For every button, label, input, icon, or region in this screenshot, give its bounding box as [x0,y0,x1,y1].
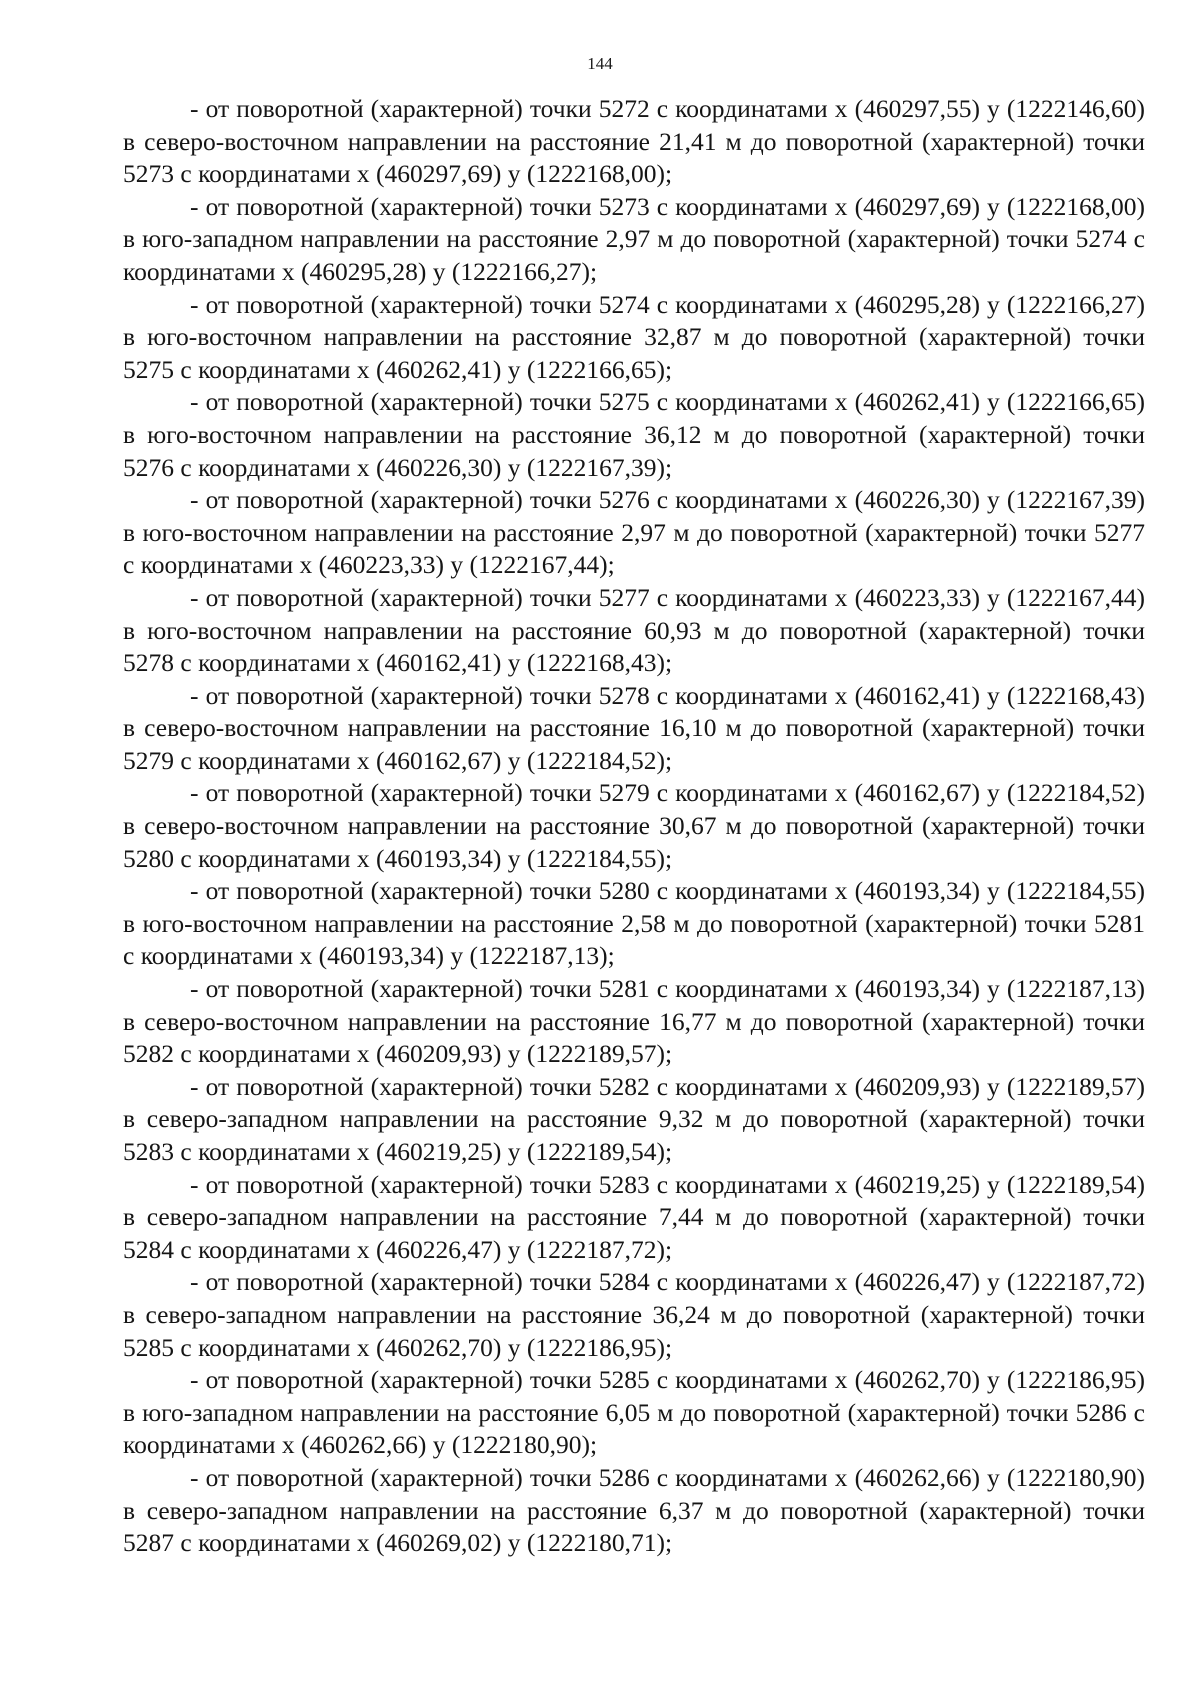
boundary-segment-paragraph: - от поворотной (характерной) точки 5281 с координатами x (460193,34) y (1222187,13) в северо-восточном направлении на расстояние 16,77 м до поворотной (характерной) точки 5282 с координатами x (460209,93) y (1222189,57); [123,974,1145,1069]
boundary-segment-paragraph: - от поворотной (характерной) точки 5279 с координатами x (460162,67) y (1222184,52) в северо-восточном направлении на расстояние 30,67 м до поворотной (характерной) точки 5280 с координатами x (460193,34) y (1222184,55); [123,778,1145,873]
boundary-segment-paragraph: - от поворотной (характерной) точки 5276 с координатами x (460226,30) y (1222167,39) в юго-восточном направлении на расстояние 2,97 м до поворотной (характерной) точки 5277 с координатами x (460223,33) y (1222167,44); [123,485,1145,580]
boundary-segment-paragraph: - от поворотной (характерной) точки 5275 с координатами x (460262,41) y (1222166,65) в юго-восточном направлении на расстояние 36,12 м до поворотной (характерной) точки 5276 с координатами x (460226,30) y (1222167,39); [123,387,1145,482]
boundary-segment-paragraph: - от поворотной (характерной) точки 5282 с координатами x (460209,93) y (1222189,57) в северо-западном направлении на расстояние 9,32 м до поворотной (характерной) точки 5283 с координатами x (460219,25) y (1222189,54); [123,1071,1145,1166]
boundary-segment-paragraph: - от поворотной (характерной) точки 5274 с координатами x (460295,28) y (1222166,27) в юго-восточном направлении на расстояние 32,87 м до поворотной (характерной) точки 5275 с координатами x (460262,41) y (1222166,65); [123,289,1145,384]
boundary-segment-paragraph: - от поворотной (характерной) точки 5277 с координатами x (460223,33) y (1222167,44) в юго-восточном направлении на расстояние 60,93 м до поворотной (характерной) точки 5278 с координатами x (460162,41) y (1222168,43); [123,582,1145,678]
boundary-segment-paragraph: - от поворотной (характерной) точки 5278 с координатами x (460162,41) y (1222168,43) в северо-восточном направлении на расстояние 16,10 м до поворотной (характерной) точки 5279 с координатами x (460162,67) y (1222184,52); [123,680,1145,775]
page-number: 144 [587,54,613,73]
boundary-segment-paragraph: - от поворотной (характерной) точки 5272 с координатами x (460297,55) y (1222146,60) в северо-восточном направлении на расстояние 21,41 м до поворотной (характерной) точки 5273 с координатами x (460297,69) y (1222168,00); [123,94,1145,189]
document-body [123,93,1145,1560]
boundary-segment-paragraph: - от поворотной (характерной) точки 5280 с координатами x (460193,34) y (1222184,55) в юго-восточном направлении на расстояние 2,58 м до поворотной (характерной) точки 5281 с координатами x (460193,34) y (1222187,13); [123,876,1145,971]
boundary-segment-paragraph: - от поворотной (характерной) точки 5284 с координатами x (460226,47) y (1222187,72) в северо-западном направлении на расстояние 36,24 м до поворотной (характерной) точки 5285 с координатами x (460262,70) y (1222186,95); [123,1267,1145,1362]
boundary-segment-paragraph: - от поворотной (характерной) точки 5285 с координатами x (460262,70) y (1222186,95) в юго-западном направлении на расстояние 6,05 м до поворотной (характерной) точки 5286 с координатами x (460262,66) y (1222180,90); [123,1365,1145,1460]
boundary-segment-paragraph: - от поворотной (характерной) точки 5286 с координатами x (460262,66) y (1222180,90) в северо-западном направлении на расстояние 6,37 м до поворотной (характерной) точки 5287 с координатами x (460269,02) y (1222180,71); [123,1462,1145,1558]
boundary-segment-paragraph: - от поворотной (характерной) точки 5273 с координатами x (460297,69) y (1222168,00) в юго-западном направлении на расстояние 2,97 м до поворотной (характерной) точки 5274 с координатами x (460295,28) y (1222166,27); [123,191,1145,286]
boundary-segment-paragraph: - от поворотной (характерной) точки 5283 с координатами x (460219,25) y (1222189,54) в северо-западном направлении на расстояние 7,44 м до поворотной (характерной) точки 5284 с координатами x (460226,47) y (1222187,72); [123,1169,1145,1264]
